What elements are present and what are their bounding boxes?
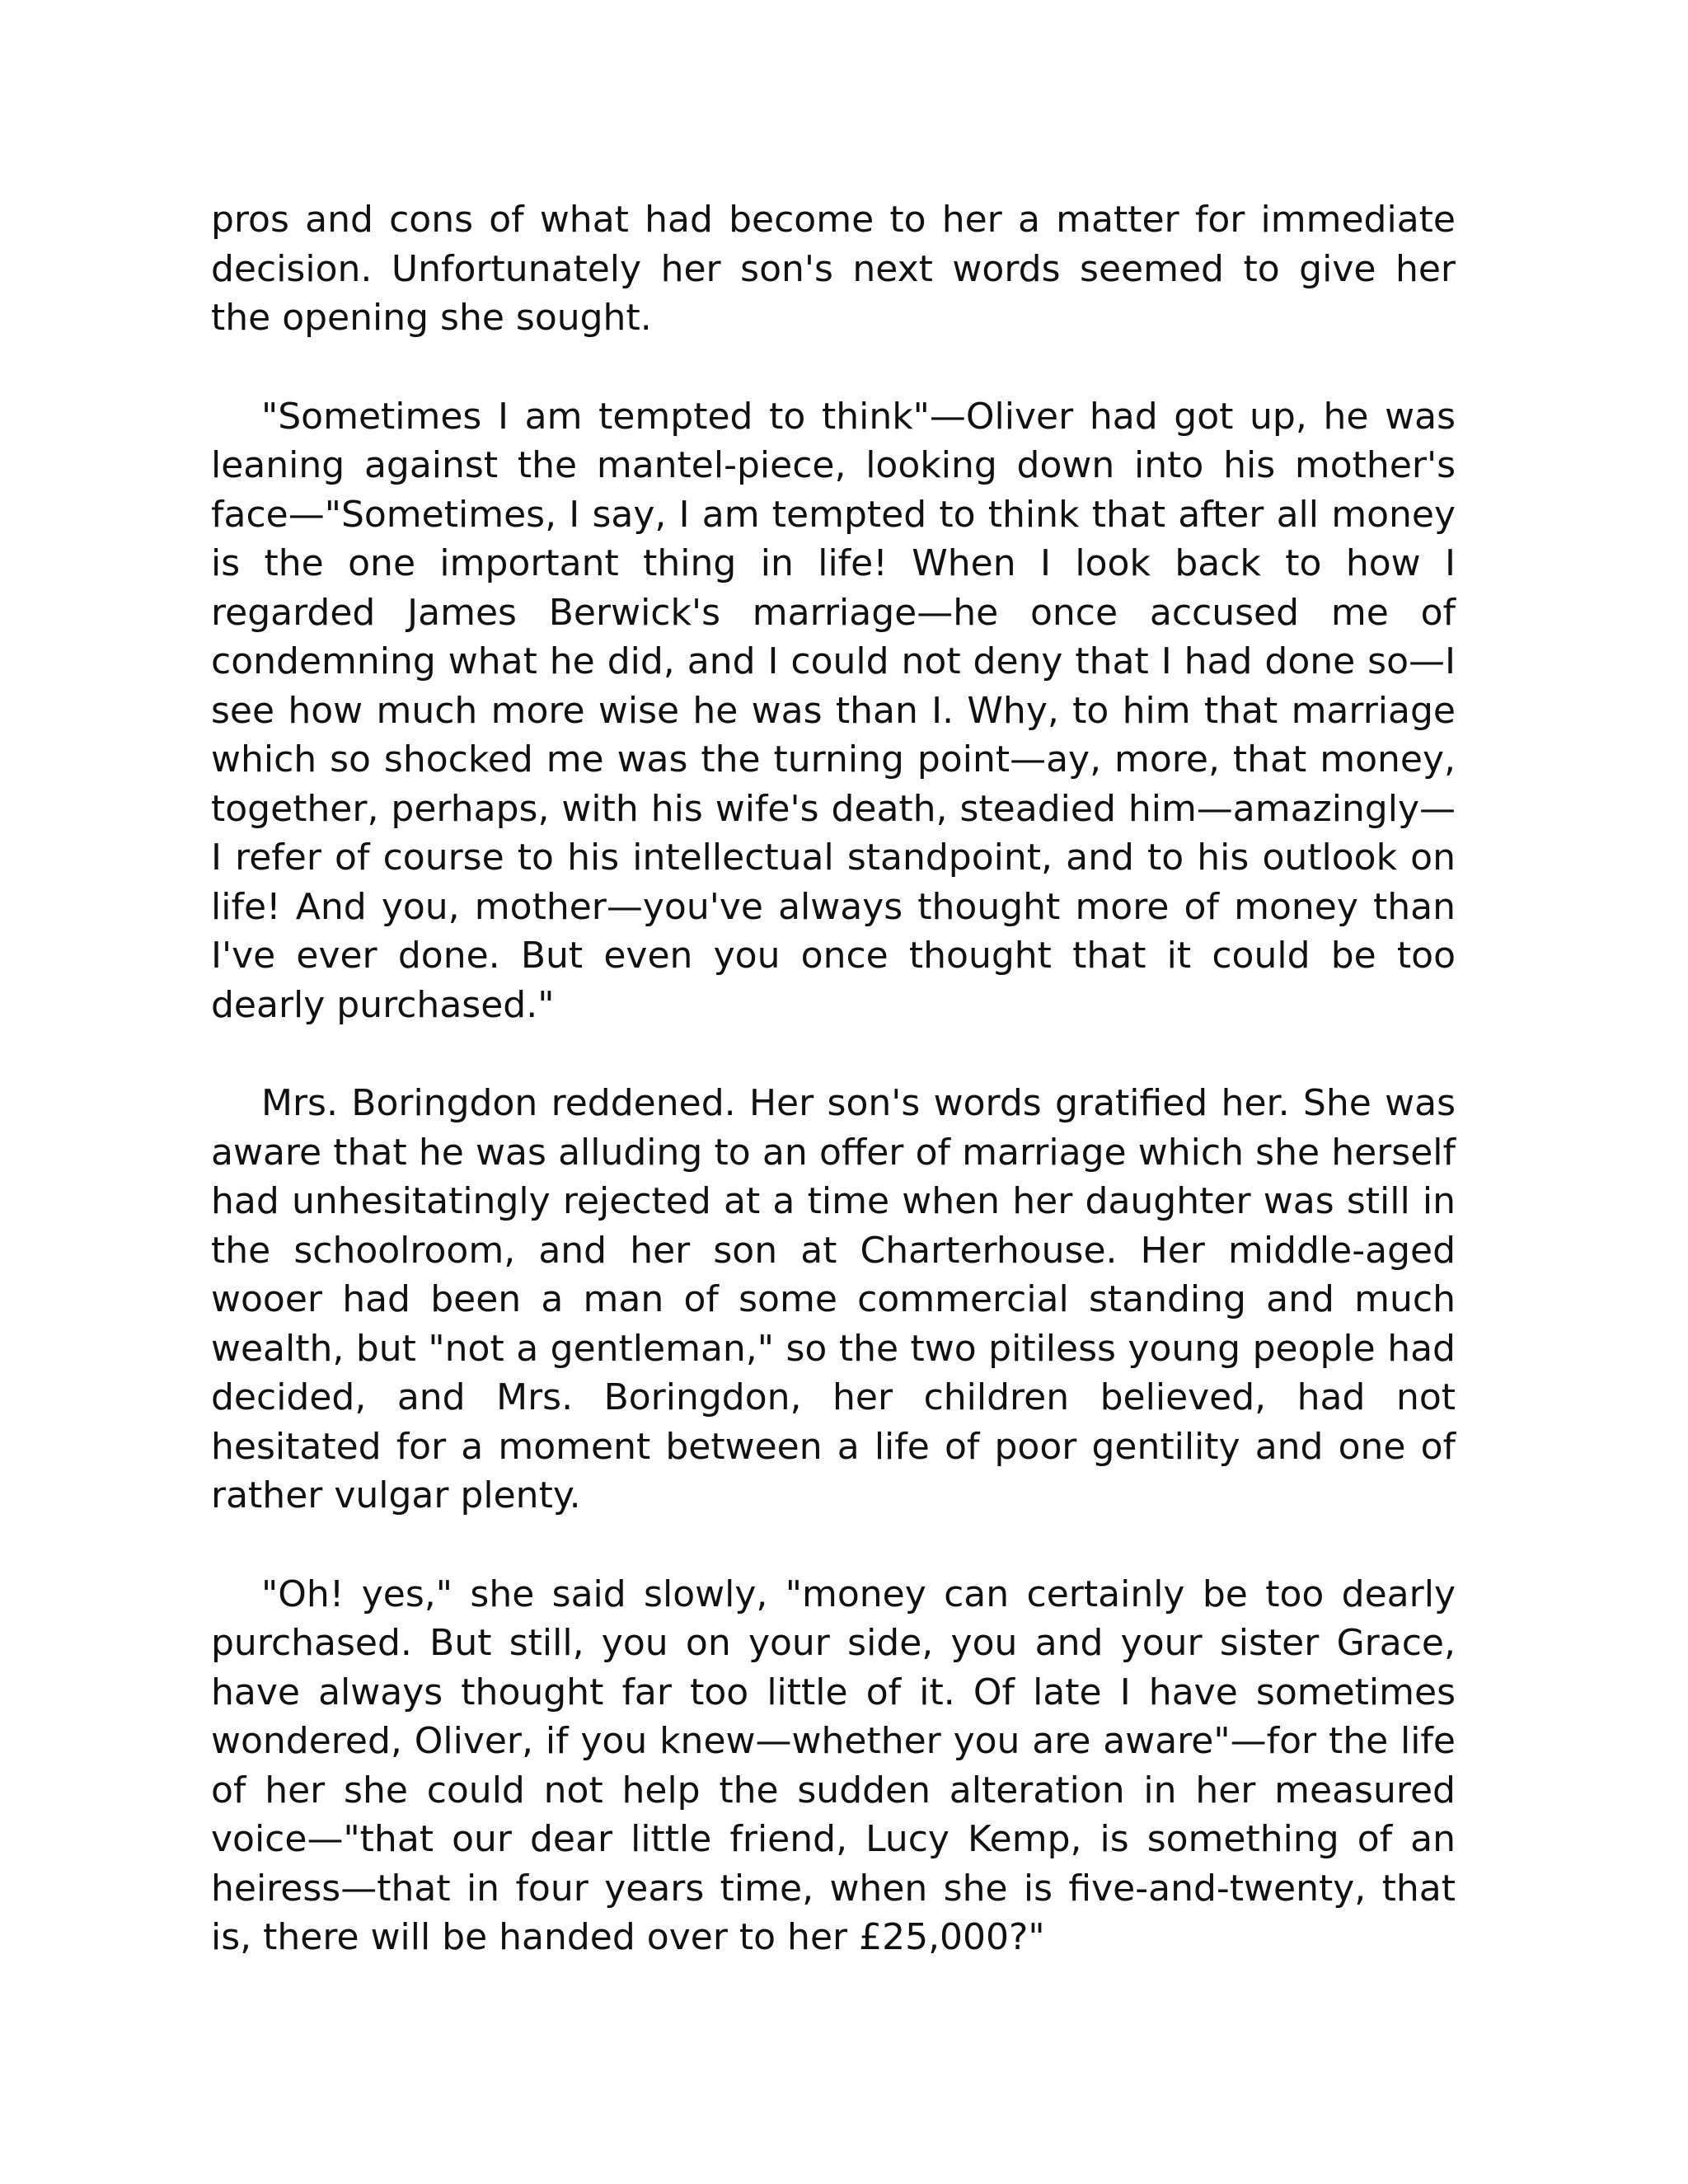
paragraph-mrs-boringdon: Mrs. Boringdon reddened. Her son's words gratified her. She was aware that he was alluding to an offer of marriage which she herself had unhesitatingly rejected at a time when her daughter was still in the schoolroom, and her son at Charterhouse. Her middle-aged wooer had been a man of some commercial standing and much wealth, but "not a gentleman," so the two pitiless young people had decided, and Mrs. Boringdon, her children believed, had not hesitated for a moment between a life of poor gentility and one of rather vulgar plenty. <box>211 1082 1456 1516</box>
paragraph-mother-reply: "Oh! yes," she said slowly, "money can certainly be too dearly purchased. But still, you on your side, you and your sister Grace, have always thought far too little of it. Of late I have sometimes wondered, Oliver, if you knew—whether you are aware"—for the life of her she could not help the sudden alteration in her measured voice—"that our dear little friend, Lucy Kemp, is something of an heiress—that in four years time, when she is five-and-twenty, that is, there will be handed over to her £25,000?" <box>211 1572 1456 1958</box>
body-text <box>211 195 1456 2012</box>
paragraph-oliver-speech: "Sometimes I am tempted to think"—Oliver had got up, he was leaning against the mantel-piece, looking down into his mother's face—"Sometimes, I say, I am tempted to think that after all money is the one important thing in life! When I look back to how I regarded James Berwick's marriage—he once accused me of condemning what he did, and I could not deny that I had done so—I see how much more wise he was than I. Why, to him that marriage which so shocked me was the turning point—ay, more, that money, together, perhaps, with his wife's death, steadied him—amazingly—I refer of course to his intellectual standpoint, and to his outlook on life! And you, mother—you've always thought more of money than I've ever done. But even you once thought that it could be too dearly purchased." <box>211 395 1456 1026</box>
paragraph-continuation: pros and cons of what had become to her a matter for immediate decision. Unfortunately her son's next words seemed to give her the opening she sought. <box>211 199 1456 339</box>
